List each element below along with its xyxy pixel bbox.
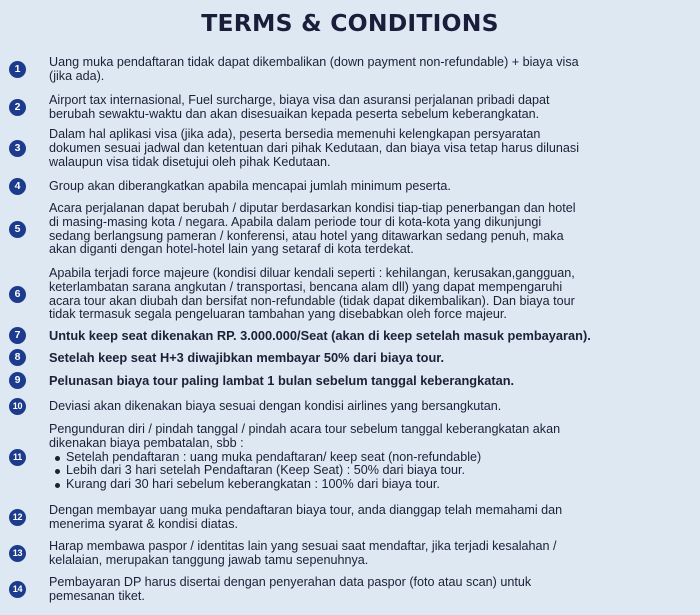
term-number-badge: 14 [9,581,26,598]
term-text [49,56,693,84]
term-number-badge: 1 [9,61,26,78]
term-line: Setelah keep seat H+3 diwajibkan membayar 50% dari biaya tour. [49,350,445,365]
term-text [49,423,693,492]
term-number-badge: 10 [9,398,26,415]
term-number-badge: 6 [9,286,26,303]
term-text [49,504,693,532]
term-text [49,94,693,122]
term-line: (jika ada). [49,68,105,83]
term-text [49,400,693,414]
term-number-badge: 2 [9,99,26,116]
term-line: menerima syarat & kondisi diatas. [49,516,238,531]
term-number-badge: 13 [9,545,26,562]
cancellation-fee-list [49,451,693,492]
term-line: dokumen sesuai jadwal dan ketentuan dari pihak Kedutaan, dan biaya visa tetap harus dilunasi [49,140,579,155]
term-line: di masing-masing kota / negara. Apabila dalam periode tour di kota-kota yang dikunjungi [49,214,542,229]
term-line: Acara perjalanan dapat berubah / diputar berdasarkan kondisi tiap-tiap penerbangan dan hotel [49,201,576,215]
term-number-badge: 3 [9,140,26,157]
page-title: TERMS & CONDITIONS [201,9,499,37]
term-text [49,128,693,169]
term-text [49,202,693,257]
term-text [49,374,693,388]
term-text [49,351,693,365]
term-text [49,180,693,194]
term-number-badge: 9 [9,372,26,389]
term-number-badge: 12 [9,509,26,526]
term-line: Deviasi akan dikenakan biaya sesuai dengan kondisi airlines yang bersangkutan. [49,399,502,413]
term-line: Apabila terjadi force majeure (kondisi diluar kendali seperti : kehilangan, kerusakan,gangguan, [49,266,575,280]
bullet-item: Lebih dari 3 hari setelah Pendaftaran (Keep Seat) : 50% dari biaya tour. [49,464,693,478]
term-line: Airport tax internasional, Fuel surcharge, biaya visa dan asuransi perjalanan pribadi dapat [49,93,550,107]
term-line: Pelunasan biaya tour paling lambat 1 bulan sebelum tanggal keberangkatan. [49,373,515,388]
term-number-badge: 4 [9,178,26,195]
term-line: acara tour akan diubah dan bersifat non-refundable (tidak dapat dikembalikan). Dan biaya tour [49,293,575,308]
term-number-badge: 8 [9,349,26,366]
term-line: Pengunduran diri / pindah tanggal / pindah acara tour sebelum tanggal keberangkatan akan [49,422,561,436]
term-text [49,329,693,343]
term-line: sedang berlangsung pameran / konferensi, atau hotel yang ditawarkan sedang penuh, maka [49,228,564,243]
term-line: dikenakan biaya pembatalan, sbb : [49,435,244,450]
term-line: Dengan membayar uang muka pendaftaran biaya tour, anda dianggap telah memahami dan [49,503,563,517]
term-number-badge: 5 [9,221,26,238]
term-line: Harap membawa paspor / identitas lain yang sesuai saat mendaftar, jika terjadi kesalahan / [49,539,557,553]
term-line: Untuk keep seat dikenakan RP. 3.000.000/Seat (akan di keep setelah masuk pembayaran). [49,328,591,343]
term-line: tidak termasuk segala pengeluaran tambahan yang disebabkan oleh force majeur. [49,307,507,322]
term-line: Uang muka pendaftaran tidak dapat dikembalikan (down payment non-refundable) + biaya visa [49,55,579,69]
term-line: Dalam hal aplikasi visa (jika ada), peserta bersedia memenuhi kelengkapan persyaratan [49,127,541,141]
term-line: berubah sewaktu-waktu dan akan disesuaikan kepada peserta sebelum keberangkatan. [49,106,540,121]
bullet-item: Setelah pendaftaran : uang muka pendaftaran/ keep seat (non-refundable) [49,451,693,465]
term-number-badge: 7 [9,327,26,344]
term-line: akan diganti dengan hotel-hotel lain yang setaraf di kota terdekat. [49,242,414,257]
term-text [49,540,693,568]
bullet-item: Kurang dari 30 hari sebelum keberangkatan : 100% dari biaya tour. [49,478,693,492]
term-line: walaupun visa tidak disetujui oleh pihak Kedutaan. [49,154,331,169]
term-text [49,576,693,604]
term-line: Group akan diberangkatkan apabila mencapai jumlah minimum peserta. [49,179,451,193]
term-text [49,267,693,322]
term-line: kelalaian, merupakan tanggung jawab tamu sepenuhnya. [49,552,369,567]
term-line: pemesanan tiket. [49,588,145,603]
term-number-badge: 11 [9,449,26,466]
term-line: keterlambatan sarana angkutan / transportasi, bencana alam dll) yang dapat mempengaruhi [49,279,563,294]
term-line: Pembayaran DP harus disertai dengan penyerahan data paspor (foto atau scan) untuk [49,575,532,589]
